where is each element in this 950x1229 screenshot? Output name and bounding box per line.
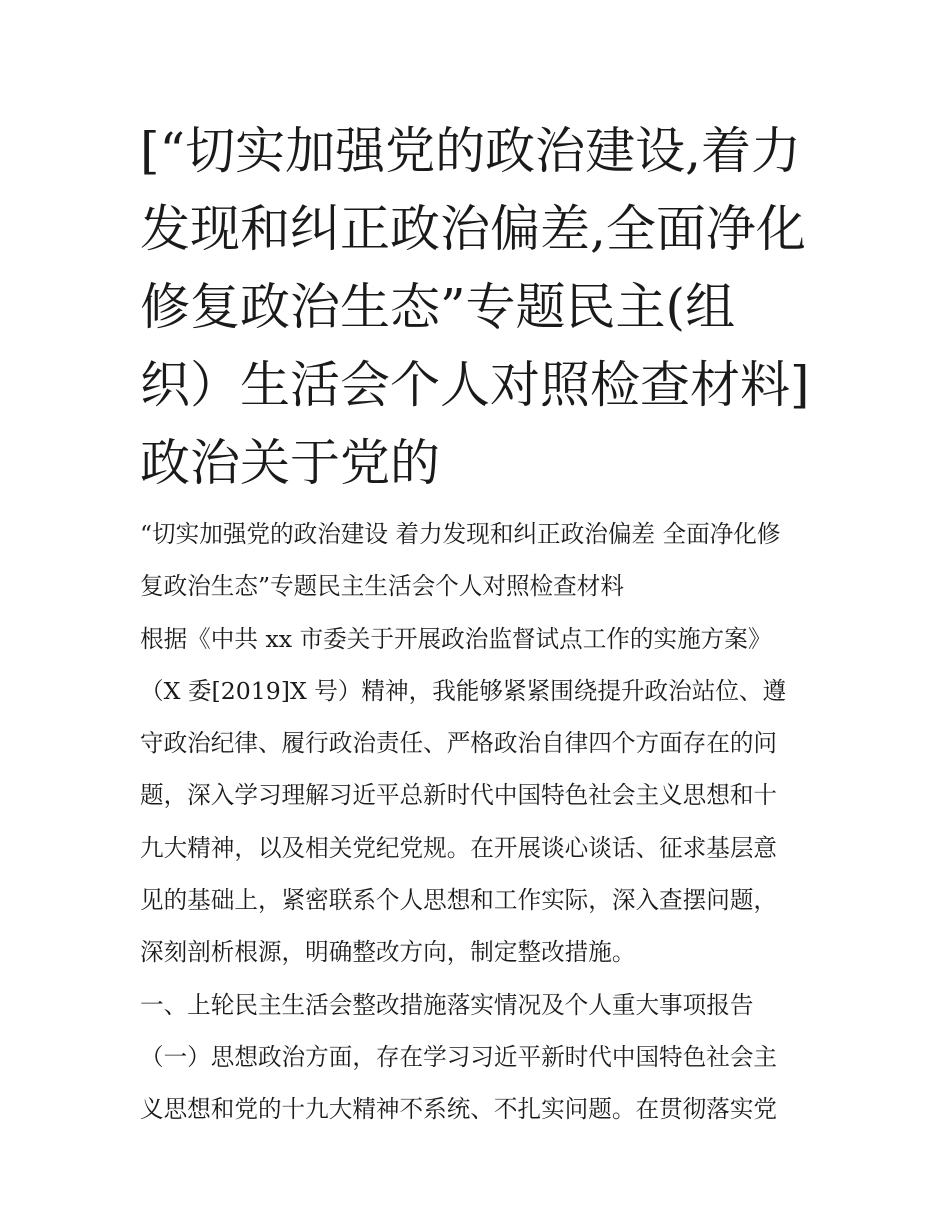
body-line: （X 委[2019]X 号）精神，我能够紧紧围绕提升政治站位、遵 [140, 676, 787, 705]
document-body [140, 508, 820, 1136]
title-line: 政治关于党的 [140, 434, 440, 492]
body-line: 守政治纪律、履行政治责任、严格政治自律四个方面存在的问 [140, 729, 778, 758]
document-title [140, 112, 820, 502]
section-heading: 一、上轮民主生活会整改措施落实情况及个人重大事项报告 [140, 990, 754, 1019]
title-line: 发现和纠正政治偏差,全面净化 [140, 200, 806, 258]
body-line: 见的基础上，紧密联系个人思想和工作实际，深入查摆问题， [140, 886, 778, 915]
body-line: 深刻剖析根源，明确整改方向，制定整改措施。 [140, 938, 636, 967]
body-line: 义思想和党的十九大精神不系统、不扎实问题。在贯彻落实党 [140, 1095, 778, 1124]
body-line: “切实加强党的政治建设 着力发现和纠正政治偏差 全面净化修 [140, 520, 781, 548]
body-line: （一）思想政治方面，存在学习习近平新时代中国特色社会主 [140, 1042, 778, 1071]
body-line: 九大精神，以及相关党纪党规。在开展谈心谈话、征求基层意 [140, 833, 778, 862]
title-line: 修复政治生态”专题民主(组 [140, 278, 736, 336]
title-line: [“切实加强党的政治建设,着力 [140, 122, 801, 180]
body-line: 根据《中共 xx 市委关于开展政治监督试点工作的实施方案》 [140, 624, 772, 653]
body-line: 复政治生态”专题民主生活会个人对照检查材料 [140, 572, 624, 601]
body-line: 题，深入学习理解习近平总新时代中国特色社会主义思想和十 [140, 781, 778, 810]
title-line: 织）生活会个人对照检查材料] [140, 356, 810, 414]
